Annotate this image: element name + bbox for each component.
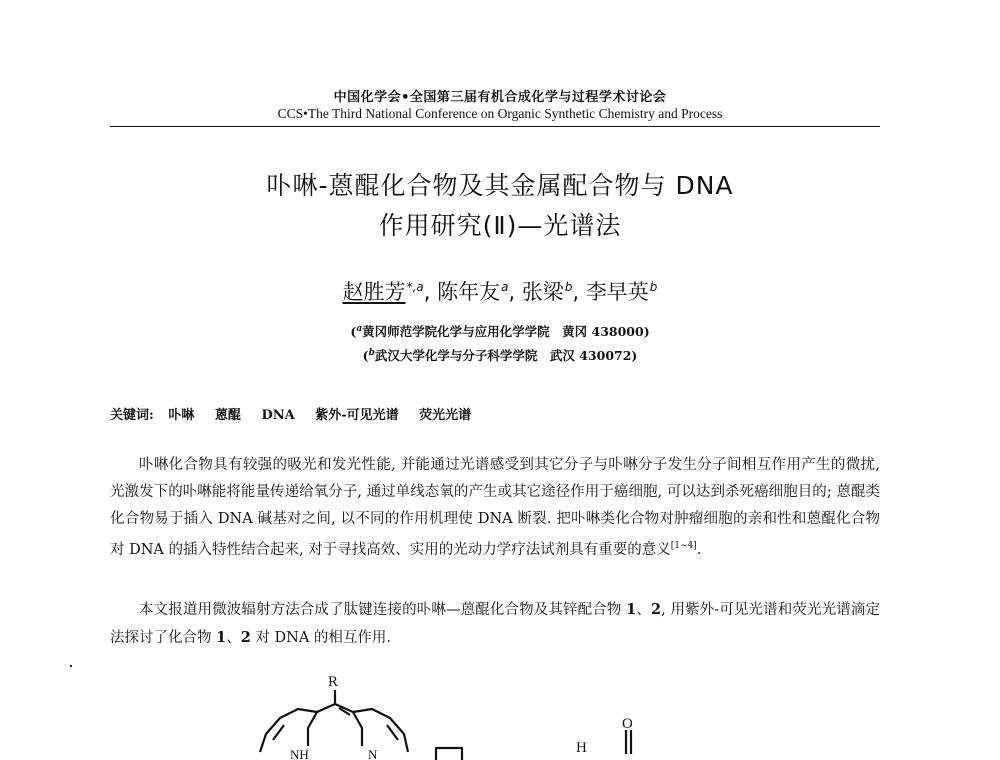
conference-title-english: CCS•The Third National Conference on Organic Synthetic Chemistry and Process xyxy=(277,106,723,121)
left-pyrrole-inner xyxy=(308,712,317,746)
header-rule xyxy=(110,126,880,127)
author-affiliation-mark: b xyxy=(564,280,573,294)
keywords-line xyxy=(110,404,487,423)
paragraph-2-text: , 用紫外-可见光谱和荧光光谱滴定法探讨了化合物 xyxy=(110,602,881,646)
affiliation-text: 黄冈师范学院化学与应用化学学院 黄冈 438000) xyxy=(362,324,650,339)
n-label: N xyxy=(368,747,378,760)
compound-number: 2 xyxy=(651,601,662,618)
author-separator: , xyxy=(423,280,438,304)
affiliation-a xyxy=(0,322,1000,340)
affiliation-open-paren: ( xyxy=(350,324,357,339)
paragraph-2-text: 对 DNA 的相互作用. xyxy=(250,630,392,646)
h-label: H xyxy=(576,740,587,756)
left-pyrrole-double-bond xyxy=(273,725,284,740)
affiliation-open-paren: ( xyxy=(362,348,369,363)
author-affiliation-mark: b xyxy=(649,280,658,294)
author-affiliation-mark: *,a xyxy=(406,280,424,294)
keywords-label: 关键词: xyxy=(110,408,154,423)
affiliation-text: 武汉大学化学与分子科学学院 武汉 430072) xyxy=(374,348,638,363)
affiliation-mark: b xyxy=(368,347,375,358)
chemical-structure-scheme xyxy=(240,668,670,760)
author-separator: , xyxy=(572,280,586,304)
author-name: 张梁 xyxy=(521,280,564,304)
paragraph-1-end: . xyxy=(696,541,702,558)
body-paragraph-2 xyxy=(110,596,880,652)
compound-number: 1 xyxy=(216,629,227,646)
paragraph-2-text: 、 xyxy=(226,630,241,646)
compound-number: 1 xyxy=(626,601,637,618)
paragraph-2-text: 本文报道用微波辐射方法合成了肽键连接的卟啉—蒽醌化合物及其锌配合物 xyxy=(139,602,627,618)
nh-label: NH xyxy=(290,747,309,760)
author-affiliation-mark: a xyxy=(501,280,509,294)
phenyl-ring-partial xyxy=(436,748,462,760)
affiliation-mark: a xyxy=(356,323,363,334)
paragraph-1-text: 卟啉化合物具有较强的吸光和发光性能, 并能通过光谱感受到其它分子与卟啉分子发生分子间相互作用产生的微扰, 光激发下的卟啉能将能量传递给氧分子, 通过单线态氧的产生或其它途径作用于癌细胞, 可以达到杀死癌细胞目的; 蒽醌类化合物易于插入 DNA 碱基对之间, 以不同的作用机理使 DNA 断裂. 把卟啉类化合物对肿瘤细胞的亲和性和蒽醌化合物对 DNA 的插入特性结合起来, 对于寻找高效、实用的光动力学疗法试剂具有重要的意义 xyxy=(110,457,880,558)
keyword-item: 卟啉 xyxy=(168,408,195,423)
right-pyrrole-double-bond xyxy=(387,725,398,740)
author-name: 陈年友 xyxy=(437,280,501,304)
keyword-item: DNA xyxy=(261,408,295,423)
paper-title-line1: 卟啉-蒽醌化合物及其金属配合物与 DNA xyxy=(266,171,734,200)
right-pyrrole-inner xyxy=(353,712,362,746)
keyword-item: 荧光光谱 xyxy=(419,408,472,423)
keyword-item: 紫外-可见光谱 xyxy=(315,408,399,423)
citation-ref: [1~4] xyxy=(670,541,697,551)
conference-title-chinese: 中国化学会•全国第三届有机合成化学与过程学术讨论会 xyxy=(333,90,667,105)
author-name: 李早英 xyxy=(585,280,649,304)
left-pyrrole-outline xyxy=(260,704,335,752)
r-group-label: R xyxy=(328,674,339,690)
paper-title-line2: 作用研究(Ⅱ)—光谱法 xyxy=(378,211,622,240)
author-separator: , xyxy=(508,280,522,304)
author-name: 赵胜芳 xyxy=(342,280,406,304)
paragraph-2-text: 、 xyxy=(636,602,652,618)
body-paragraph-1 xyxy=(110,452,880,564)
author-list xyxy=(0,276,1000,306)
affiliation-b xyxy=(0,346,1000,364)
compound-number: 2 xyxy=(240,629,251,646)
o-label: O xyxy=(622,716,633,732)
keyword-item: 蒽醌 xyxy=(214,408,241,423)
stray-mark xyxy=(70,665,72,667)
